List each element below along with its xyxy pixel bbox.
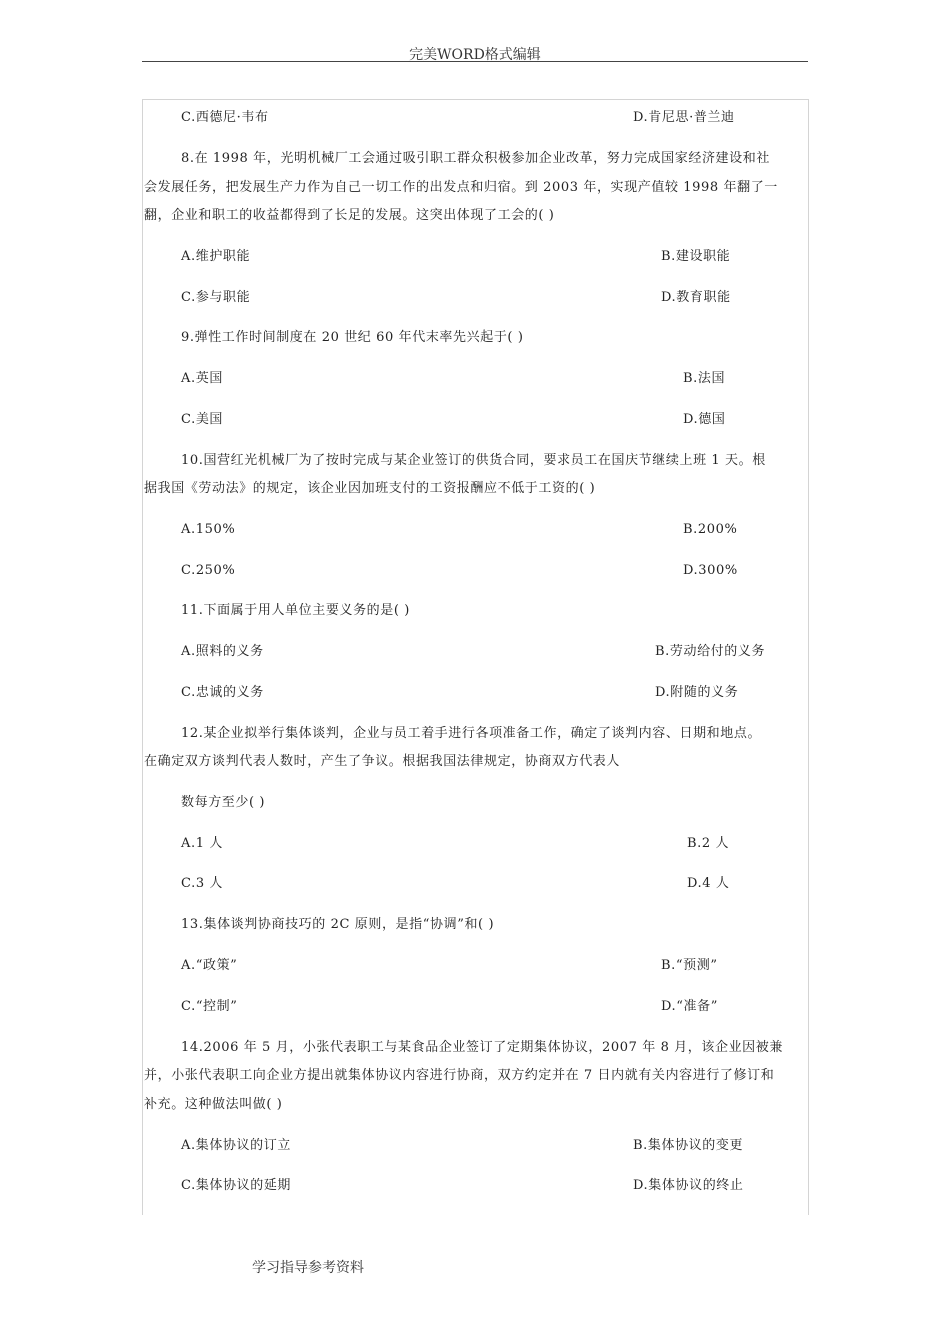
q12-stem-line1: 12.某企业拟举行集体谈判，企业与员工着手进行各项准备工作，确定了谈判内容、日期和地点。 (181, 726, 762, 741)
q12-option-b: B.2 人 (687, 836, 730, 851)
q9-option-c: C.美国 (181, 412, 224, 427)
page-footer-text: 学习指导参考资料 (252, 1260, 364, 1276)
q13-stem: 13.集体谈判协商技巧的 2C 原则，是指“协调”和( ) (181, 917, 495, 932)
q11-option-d: D.附随的义务 (655, 685, 739, 700)
q12-option-a: A.1 人 (181, 836, 223, 851)
q14-stem-line3: 补充。这种做法叫做( ) (144, 1097, 283, 1112)
q12-stem-line3: 数每方至少( ) (181, 795, 266, 810)
header-divider (142, 61, 808, 62)
q8-option-b: B.建设职能 (661, 249, 731, 264)
q11-stem: 11.下面属于用人单位主要义务的是( ) (181, 603, 410, 618)
q10-option-b: B.200% (683, 522, 738, 537)
page-header-title: 完美WORD格式编辑 (409, 47, 541, 63)
q13-option-d: D.“准备” (661, 999, 718, 1014)
q14-option-d: D.集体协议的终止 (633, 1178, 744, 1193)
q8-option-d: D.教育职能 (661, 290, 731, 305)
q14-option-b: B.集体协议的变更 (633, 1138, 744, 1153)
q13-option-a: A.“政策” (181, 958, 238, 973)
q11-option-b: B.劳动给付的义务 (655, 644, 766, 659)
q8-stem-line3: 翻，企业和职工的收益都得到了长足的发展。这突出体现了工会的( ) (144, 208, 555, 223)
q7-option-c: C.西德尼·韦布 (181, 110, 269, 125)
q8-stem-line1: 8.在 1998 年，光明机械厂工会通过吸引职工群众积极参加企业改革，努力完成国家经济建设和社 (181, 151, 770, 166)
q9-stem: 9.弹性工作时间制度在 20 世纪 60 年代末率先兴起于( ) (181, 330, 524, 345)
q11-option-a: A.照料的义务 (181, 644, 264, 659)
q10-stem-line2: 据我国《劳动法》的规定，该企业因加班支付的工资报酬应不低于工资的( ) (144, 481, 596, 496)
q9-option-b: B.法国 (683, 371, 726, 386)
q13-option-c: C.“控制” (181, 999, 238, 1014)
q8-stem-line2: 会发展任务，把发展生产力作为自己一切工作的出发点和归宿。到 2003 年，实现产值较 1998 年翻了一 (144, 180, 778, 195)
q10-option-d: D.300% (683, 563, 738, 578)
q10-option-a: A.150% (181, 522, 236, 537)
q8-option-a: A.维护职能 (181, 249, 251, 264)
q9-option-a: A.英国 (181, 371, 223, 386)
q14-option-a: A.集体协议的订立 (181, 1138, 291, 1153)
q9-option-d: D.德国 (683, 412, 726, 427)
q14-stem-line2: 并，小张代表职工向企业方提出就集体协议内容进行协商，双方约定并在 7 日内就有关内容进行了修订和 (144, 1068, 775, 1083)
q7-option-d: D.肯尼思·普兰迪 (633, 110, 735, 125)
q11-option-c: C.忠诚的义务 (181, 685, 264, 700)
q14-option-c: C.集体协议的延期 (181, 1178, 292, 1193)
q12-stem-line2: 在确定双方谈判代表人数时，产生了争议。根据我国法律规定，协商双方代表人 (144, 754, 621, 769)
q13-option-b: B.“预测” (661, 958, 718, 973)
q14-stem-line1: 14.2006 年 5 月，小张代表职工与某食品企业签订了定期集体协议，2007 年 8 月，该企业因被兼 (181, 1040, 783, 1055)
q10-stem-line1: 10.国营红光机械厂为了按时完成与某企业签订的供货合同，要求员工在国庆节继续上班 1 天。根 (181, 453, 766, 468)
q12-option-d: D.4 人 (687, 876, 730, 891)
q8-option-c: C.参与职能 (181, 290, 251, 305)
q12-option-c: C.3 人 (181, 876, 224, 891)
q10-option-c: C.250% (181, 563, 236, 578)
